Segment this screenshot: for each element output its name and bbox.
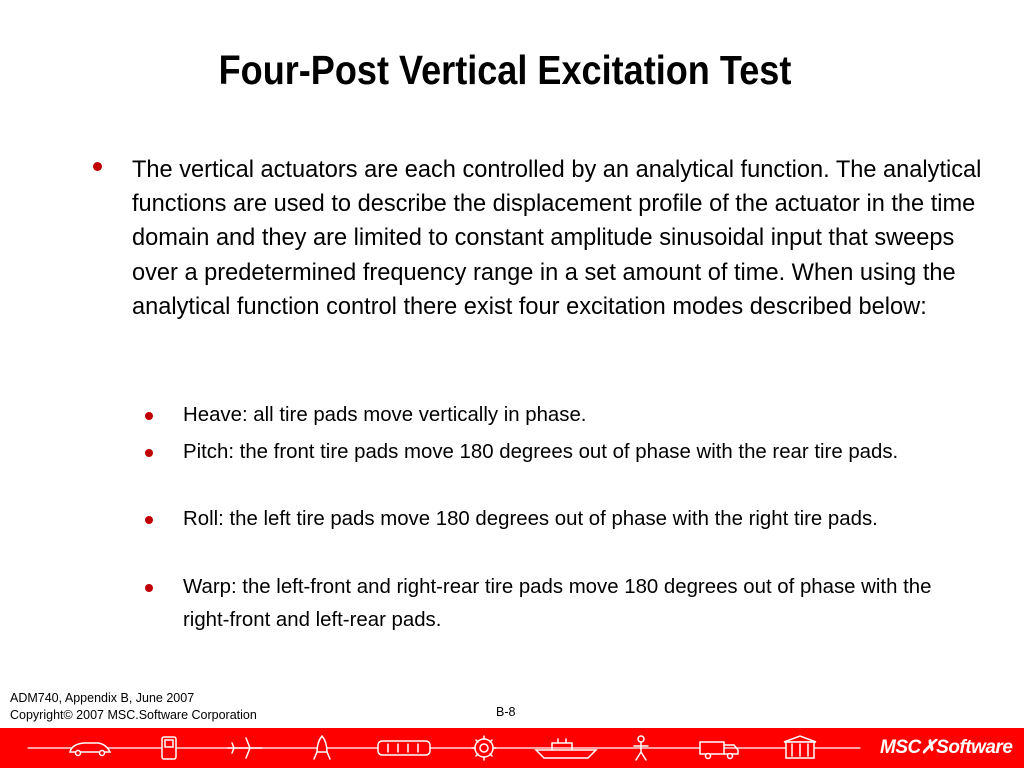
bullet-dot <box>145 584 153 592</box>
building-icon <box>784 736 816 758</box>
bullet-dot <box>145 449 153 457</box>
phone-icon <box>162 737 176 759</box>
slide-title: Four-Post Vertical Excitation Test <box>218 47 792 93</box>
sub-bullet-warp: Warp: the left-front and right-rear tire pads move 180 degrees out of phase with the right-front and left-rear pads. <box>183 576 932 631</box>
main-bullet-text: The vertical actuators are each controlled by an analytical function. The analytical functions are used to describe the displacement profile of the actuator in the time domain and they are limited to constant amplitude sinusoidal input that sweeps over a predetermined frequency range in a set amount of time. When using the analytical function control there exist four excitation modes described below: <box>132 157 982 320</box>
footer-bar <box>0 728 1024 768</box>
footer-info <box>10 690 257 724</box>
footer-copyright: Copyright© 2007 MSC.Software Corporation <box>10 708 257 722</box>
page-number: B-8 <box>496 705 516 719</box>
sub-bullet-heave: Heave: all tire pads move vertically in phase. <box>183 404 587 426</box>
car-icon <box>70 743 110 756</box>
msc-software-logo: MSC✗Software <box>880 737 1013 758</box>
footer-course: ADM740, Appendix B, June 2007 <box>10 691 195 705</box>
airplane-icon <box>228 738 262 758</box>
bullet-dot <box>145 516 153 524</box>
train-icon <box>378 741 430 755</box>
bullet-dot <box>145 412 153 420</box>
bullet-dot <box>93 162 102 171</box>
sub-bullet-roll: Roll: the left tire pads move 180 degrees out of phase with the right tire pads. <box>183 508 878 530</box>
sub-bullet-pitch: Pitch: the front tire pads move 180 degrees out of phase with the rear tire pads. <box>183 441 899 463</box>
truck-icon <box>700 742 738 759</box>
gear-icon <box>472 736 496 760</box>
